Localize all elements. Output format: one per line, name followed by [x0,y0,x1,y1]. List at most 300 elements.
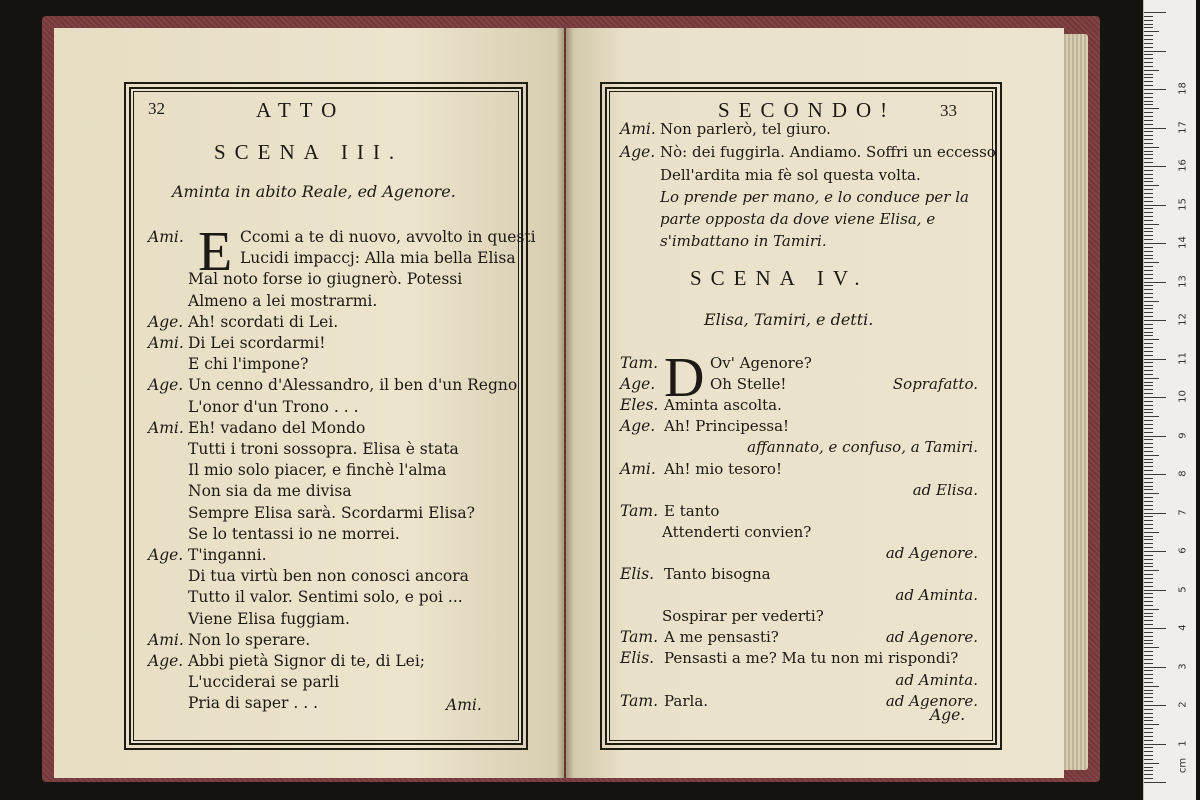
ruler-tick [1144,613,1153,614]
ruler-tick [1144,54,1153,55]
ruler-tick [1144,85,1153,86]
ruler-tick [1144,343,1153,344]
verse-line: Pensasti a me? Ma tu non mi rispondi? [664,649,959,668]
ruler-tick [1144,93,1153,94]
ruler-label: 3 [1177,662,1189,670]
ruler-tick [1144,439,1153,440]
ruler-tick [1144,201,1153,202]
ruler-tick [1144,770,1153,771]
verse-line: Aminta ascolta. [664,396,782,415]
ruler-tick [1144,189,1153,190]
ruler-tick [1144,609,1159,610]
verse-line: Non sia da me divisa [188,482,352,501]
speaker-name: Eles. [620,396,659,415]
verse-line: Parla. [664,691,709,710]
ruler-tick [1144,216,1153,217]
ruler-tick [1144,401,1153,402]
ruler-tick [1144,782,1166,783]
ruler-label: 15 [1177,197,1189,211]
ruler-tick [1144,640,1153,641]
stage-aside: ad Agenore. [885,543,978,562]
ruler-tick [1144,174,1153,175]
speaker-name: Ami. [148,334,184,352]
ruler-tick [1144,486,1153,487]
verse-line: Attenderti convien? [662,522,812,541]
speaker-name: Age. [620,417,656,436]
ruler-tick [1144,574,1153,575]
ruler-tick [1144,332,1153,333]
ruler-tick [1144,58,1153,59]
ruler-tick [1144,632,1153,633]
ruler-tick [1144,374,1153,375]
ruler-tick [1144,278,1153,279]
ruler-tick [1144,570,1159,571]
ruler-tick [1144,251,1153,252]
ruler-label: 17 [1177,120,1189,134]
ruler-tick [1144,493,1159,494]
ruler-tick [1144,131,1153,132]
ruler-tick [1144,763,1159,764]
ruler-tick [1144,636,1153,637]
ruler-tick [1144,778,1153,779]
ruler-tick [1144,474,1166,475]
speaker-name: Ami. [620,120,656,138]
ruler-tick [1144,351,1153,352]
right-drop-cap: D [664,347,705,409]
ruler-tick [1144,324,1153,325]
ruler-tick [1144,193,1153,194]
ruler-tick [1144,705,1166,706]
ruler-tick [1144,624,1153,625]
stage-aside: ad Aminta. [895,670,978,689]
verse-line: Eh! vadano del Mondo [188,418,366,437]
ruler-tick [1144,262,1159,263]
ruler-tick [1144,416,1159,417]
ruler-tick [1144,166,1166,167]
speaker-name: Ami. [148,418,184,437]
ruler-tick [1144,682,1153,683]
verse-line: Mal noto forse io giugnerò. Potessi [188,270,463,289]
ruler-tick [1144,382,1153,383]
ruler-tick [1144,74,1153,75]
ruler-tick [1144,12,1166,13]
verse-line: Un cenno d'Alessandro, il ben d'un Regno [188,376,518,395]
ruler-tick [1144,393,1153,394]
ruler-tick [1144,717,1153,718]
ruler-tick [1144,66,1153,67]
right-page-number: 33 [940,101,957,120]
ruler-tick [1144,686,1159,687]
ruler-tick [1144,536,1153,537]
ruler-tick [1144,301,1159,302]
ruler-tick [1144,231,1153,232]
stage-direction-line: Lo prende per mano, e lo conduce per la [660,188,969,206]
stage-aside: ad Agenore. [885,691,978,710]
ruler-tick [1144,586,1153,587]
ruler-tick [1144,728,1153,729]
speaker-name: Age. [148,652,184,670]
ruler-tick [1144,551,1166,552]
ruler-tick [1144,147,1159,148]
speaker-name: Age. [148,376,184,395]
speaker-name: Elis. [620,649,655,668]
ruler-tick [1144,124,1153,125]
speaker-name: Tam. [620,354,659,372]
left-running-head: ATTO [256,98,346,122]
ruler-tick [1144,205,1166,206]
ruler-tick [1144,482,1153,483]
ruler-label: 1 [1177,739,1189,747]
speaker-name: Ami. [148,228,184,246]
ruler-tick [1144,181,1153,182]
speaker-name: Ami. [148,630,184,649]
ruler-tick [1144,266,1153,267]
ruler-tick [1144,255,1153,256]
verse-line: L'ucciderai se parli [188,673,340,692]
ruler-tick [1144,478,1153,479]
ruler-label: 9 [1177,431,1189,439]
ruler-tick [1144,563,1153,564]
ruler-tick [1144,143,1153,144]
ruler-tick [1144,593,1153,594]
ruler-tick [1144,108,1159,109]
ruler-tick [1144,247,1153,248]
ruler-tick [1144,185,1159,186]
ruler-tick [1144,316,1153,317]
speaker-name: Tam. [620,691,659,710]
ruler-unit: cm [1177,757,1189,774]
ruler-label: 18 [1177,82,1189,95]
ruler-tick [1144,582,1153,583]
ruler-tick [1144,370,1153,371]
stage-direction-line: parte opposta da dove viene Elisa, e [660,210,936,228]
ruler-tick [1144,405,1153,406]
ruler-tick [1144,559,1153,560]
ruler-tick [1144,497,1153,498]
ruler-tick [1144,274,1153,275]
left-stage-direction: Aminta in abito Reale, ed Agenore. [172,182,456,201]
right-scene-title: SCENA IV. [690,266,869,290]
ruler-tick [1144,293,1153,294]
verse-line: Lucidi impaccj: Alla mia bella Elisa [240,249,516,268]
ruler-tick [1144,239,1153,240]
ruler-tick [1144,620,1153,621]
ruler-tick [1144,543,1153,544]
ruler-tick [1144,104,1153,105]
ruler-tick [1144,258,1153,259]
ruler-tick [1144,678,1153,679]
ruler-tick [1144,663,1153,664]
ruler-tick [1144,532,1159,533]
verse-line: Viene Elisa fuggiam. [188,609,350,628]
ruler-tick [1144,116,1153,117]
speaker-name: Age. [148,312,184,331]
ruler-tick [1144,655,1153,656]
verse-line: Non parlerò, tel giuro. [660,120,831,138]
ruler-tick [1144,89,1166,90]
ruler-label: 6 [1177,547,1189,554]
ruler-tick [1144,409,1153,410]
verse-line: Tutti i troni sossopra. Elisa è stata [188,440,459,458]
verse-line: Non lo sperare. [188,630,311,649]
ruler-tick [1144,547,1153,548]
speaker-name: Tam. [620,628,659,647]
ruler-tick [1144,339,1159,340]
verse-line: Oh Stelle! [710,375,787,394]
speaker-name: Ami. [620,459,656,478]
verse-line: Almeno a lei mostrarmi. [188,291,378,310]
ruler-tick [1144,135,1153,136]
ruler-tick [1144,112,1153,113]
ruler-tick [1144,70,1159,71]
ruler-tick [1144,297,1153,298]
right-stage-direction: Elisa, Tamiri, e detti. [704,310,874,329]
left-page-number: 32 [148,99,165,118]
ruler-tick [1144,520,1153,521]
book-gutter [556,28,574,778]
ruler-tick [1144,470,1153,471]
stage-aside: affannato, e confuso, a Tamiri. [747,438,978,457]
ruler-tick [1144,466,1153,467]
ruler-tick [1144,590,1166,591]
ruler-tick [1144,767,1153,768]
verse-line: Ah! mio tesoro! [664,459,782,478]
verse-line: Il mio solo piacer, e finchè l'alma [188,461,447,480]
ruler-tick [1144,81,1153,82]
ruler-tick [1144,647,1159,648]
ruler-tick [1144,459,1153,460]
ruler-label: 12 [1177,313,1189,326]
ruler-tick [1144,443,1153,444]
ruler-tick [1144,197,1153,198]
ruler-tick [1144,47,1153,48]
ruler-tick [1144,347,1153,348]
ruler-tick [1144,651,1153,652]
ruler-tick [1144,428,1153,429]
ruler-tick [1144,151,1153,152]
ruler-tick [1144,359,1166,360]
verse-line: Ov' Agenore? [710,354,812,372]
ruler-tick [1144,20,1153,21]
verse-line: Abbi pietà Signor di te, di Lei; [188,652,426,670]
ruler-tick [1144,312,1153,313]
verse-line: T'inganni. [188,546,267,564]
ruler-tick [1144,282,1166,283]
verse-line: Nò: dei fuggirla. Andiamo. Soffri un eccesso [660,143,996,161]
ruler-tick [1144,31,1159,32]
ruler-tick [1144,578,1153,579]
ruler-tick [1144,77,1153,78]
ruler-tick [1144,228,1153,229]
ruler-tick [1144,212,1153,213]
stage-direction-line: s'imbattano in Tamiri. [660,232,827,250]
ruler-tick [1144,51,1166,52]
ruler-tick [1144,524,1153,525]
ruler-label: 14 [1177,236,1189,249]
ruler-label: 16 [1177,159,1189,172]
ruler-tick [1144,462,1153,463]
ruler-tick [1144,774,1153,775]
ruler-tick [1144,451,1153,452]
ruler-tick [1144,724,1159,725]
ruler-tick [1144,528,1153,529]
speaker-name: Age. [148,546,184,564]
ruler-tick [1144,235,1153,236]
stage-aside: Soprafatto. [892,375,978,394]
ruler-tick [1144,39,1153,40]
verse-line: Sempre Elisa sarà. Scordarmi Elisa? [188,503,475,522]
ruler-tick [1144,97,1153,98]
ruler-tick [1144,720,1153,721]
ruler-tick [1144,713,1153,714]
ruler-tick [1144,27,1153,28]
ruler-tick [1144,335,1153,336]
speaker-name: Age. [620,375,656,394]
ruler-tick [1144,285,1153,286]
ruler-tick [1144,289,1153,290]
ruler-label: 5 [1177,585,1189,593]
ruler-tick [1144,740,1153,741]
ruler-tick [1144,697,1153,698]
ruler-tick [1144,432,1153,433]
speaker-name: Tam. [620,501,659,520]
ruler-tick [1144,420,1153,421]
verse-line: L'onor d'un Trono . . . [188,397,359,416]
verse-line: Ah! scordati di Lei. [188,312,339,331]
ruler-tick [1144,597,1153,598]
ruler-tick [1144,605,1153,606]
ruler-tick [1144,701,1153,702]
ruler-tick [1144,139,1153,140]
ruler-tick [1144,397,1166,398]
ruler-tick [1144,120,1153,121]
ruler-tick [1144,270,1153,271]
ruler-tick [1144,516,1153,517]
ruler-tick [1144,308,1153,309]
ruler-tick [1144,16,1153,17]
ruler-label: 11 [1177,351,1189,365]
ruler-tick [1144,732,1153,733]
ruler-tick [1144,489,1153,490]
ruler-tick [1144,158,1153,159]
ruler-tick [1144,243,1166,244]
ruler-tick [1144,378,1159,379]
ruler-tick [1144,35,1153,36]
verse-line: E chi l'impone? [188,355,309,374]
left-catchword: Ami. [446,696,482,714]
verse-line: Dell'ardita mia fè sol questa volta. [660,166,921,184]
ruler-tick [1144,366,1153,367]
ruler-tick [1144,693,1153,694]
ruler-tick [1144,667,1166,668]
ruler-tick [1144,628,1166,629]
speaker-name: Age. [620,143,656,161]
verse-line: Pria di saper . . . [188,694,319,713]
ruler-tick [1144,736,1153,737]
verse-line: Se lo tentassi io ne morrei. [188,524,400,543]
stage-aside: ad Aminta. [895,586,978,605]
ruler-tick [1144,670,1153,671]
ruler-tick [1144,747,1153,748]
ruler-tick [1144,751,1153,752]
speaker-name: Elis. [620,565,655,583]
ruler-tick [1144,509,1153,510]
ruler-tick [1144,328,1153,329]
ruler-tick [1144,643,1153,644]
ruler-tick [1144,501,1153,502]
ruler-label: 10 [1177,390,1189,403]
ruler-tick [1144,674,1153,675]
right-catchword: Age. [930,706,966,724]
ruler-tick [1144,759,1153,760]
ruler-tick [1144,389,1153,390]
right-running-head: SECONDO! [718,98,897,122]
ruler-label: 13 [1177,274,1189,288]
verse-line: Di Lei scordarmi! [188,334,326,352]
ruler-tick [1144,555,1153,556]
ruler-tick [1144,178,1153,179]
verse-line: Sospirar per vederti? [662,607,824,626]
ruler-tick [1144,355,1153,356]
stage-aside: ad Elisa. [912,480,978,499]
ruler-tick [1144,62,1153,63]
verse-line: Tutto il valor. Sentimi solo, e poi ... [188,588,463,607]
ruler-tick [1144,513,1166,514]
measuring-ruler [1143,0,1196,800]
ruler-tick [1144,690,1153,691]
ruler-tick [1144,455,1159,456]
ruler-tick [1144,154,1153,155]
left-drop-cap: E [198,221,233,283]
verse-line: Ah! Principessa! [664,417,790,436]
left-scene-title: SCENA III. [214,140,404,164]
ruler-label: 4 [1177,624,1189,631]
ruler-tick [1144,505,1153,506]
ruler-tick [1144,128,1166,129]
ruler-tick [1144,709,1153,710]
ruler-tick [1144,43,1153,44]
ruler-tick [1144,447,1153,448]
ruler-label: 2 [1177,701,1189,708]
ruler-tick [1144,305,1153,306]
verse-line: Di tua virtù ben non conosci ancora [188,567,469,586]
ruler-tick [1144,162,1153,163]
ruler-label: 8 [1177,470,1189,477]
ruler-tick [1144,320,1166,321]
ruler-tick [1144,601,1153,602]
verse-line: Tanto bisogna [664,565,771,583]
ruler-tick [1144,170,1153,171]
ruler-tick [1144,424,1153,425]
ruler-tick [1144,24,1153,25]
ruler-tick [1144,744,1166,745]
ruler-tick [1144,659,1153,660]
ruler-tick [1144,362,1153,363]
ruler-label: 7 [1177,508,1189,516]
verse-line: A me pensasti? [664,628,779,647]
ruler-tick [1144,224,1159,225]
ruler-tick [1144,755,1153,756]
ruler-tick [1144,101,1153,102]
verse-line: Ccomi a te di nuovo, avvolto in questi [240,228,536,246]
ruler-tick [1144,566,1153,567]
ruler-tick [1144,436,1166,437]
ruler-tick [1144,220,1153,221]
verse-line: E tanto [664,501,720,520]
ruler-tick [1144,385,1153,386]
ruler-tick [1144,208,1153,209]
ruler-tick [1144,539,1153,540]
